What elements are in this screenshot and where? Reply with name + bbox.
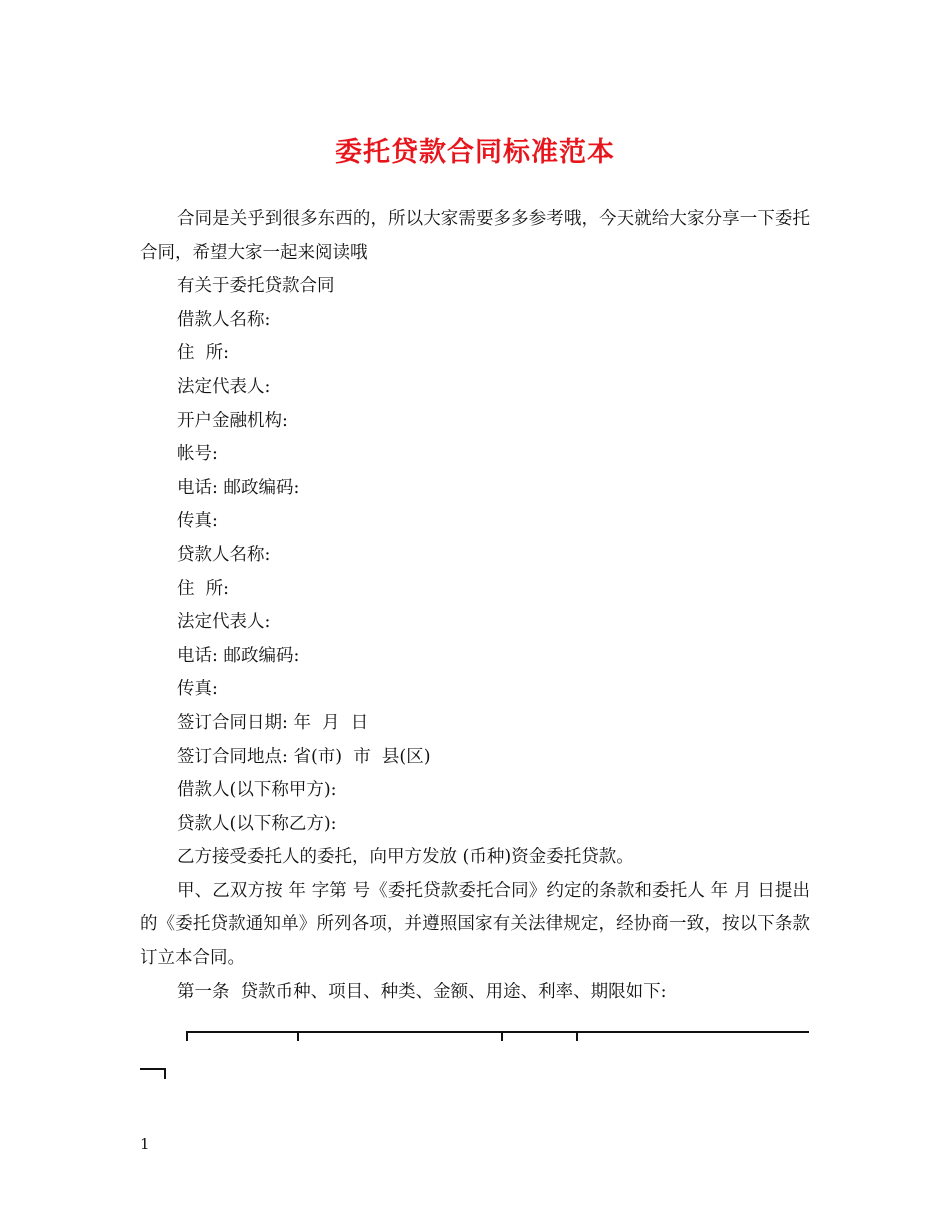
body-line: 开户金融机构:	[177, 410, 288, 431]
body-line: 签订合同地点: 省(市) 市 县(区)	[177, 746, 431, 767]
table-column-divider	[501, 1031, 503, 1041]
body-line: 借款人(以下称甲方):	[177, 780, 337, 801]
body-line: 法定代表人:	[177, 376, 271, 397]
article-1-heading: 第一条 贷款币种、项目、种类、金额、用途、利率、期限如下:	[177, 981, 667, 1002]
table-column-divider	[576, 1031, 578, 1041]
body-line: 法定代表人:	[177, 612, 271, 633]
table-column-divider	[186, 1031, 188, 1041]
body-line: 帐号:	[177, 444, 218, 465]
body-line: 住 所:	[177, 578, 230, 599]
body-line: 签订合同日期: 年 月 日	[177, 712, 369, 733]
body-line: 电话: 邮政编码:	[177, 477, 300, 498]
table-border-continuation	[140, 1068, 165, 1070]
page-number: 1	[140, 1135, 150, 1153]
table-column-divider	[297, 1031, 299, 1041]
body-line: 贷款人名称:	[177, 544, 271, 565]
document-title: 委托贷款合同标准范本	[335, 137, 615, 168]
body-line: 借款人名称:	[177, 309, 271, 330]
table-top-border	[186, 1031, 809, 1033]
body-line: 电话: 邮政编码:	[177, 645, 300, 666]
body-line: 传真:	[177, 679, 218, 700]
body-line: 乙方接受委托人的委托，向甲方发放 (币种)资金委托贷款。	[177, 847, 634, 868]
body-line: 有关于委托贷款合同	[177, 276, 335, 297]
body-line: 传真:	[177, 511, 218, 532]
terms-paragraph: 甲、乙双方按 年 字第 号《委托贷款委托合同》约定的条款和委托人 年 月 日提出的《委托贷款通知单》所列各项，并遵照国家有关法律规定，经协商一致，按以下条款订立本合同。	[140, 880, 810, 969]
body-line: 贷款人(以下称乙方):	[177, 813, 337, 834]
table-corner	[164, 1068, 166, 1079]
intro-paragraph: 合同是关乎到很多东西的，所以大家需要多多参考哦，今天就给大家分享一下委托合同，希望大家一起来阅读哦	[140, 209, 810, 263]
body-line: 住 所:	[177, 343, 230, 364]
document-body	[140, 203, 810, 1009]
